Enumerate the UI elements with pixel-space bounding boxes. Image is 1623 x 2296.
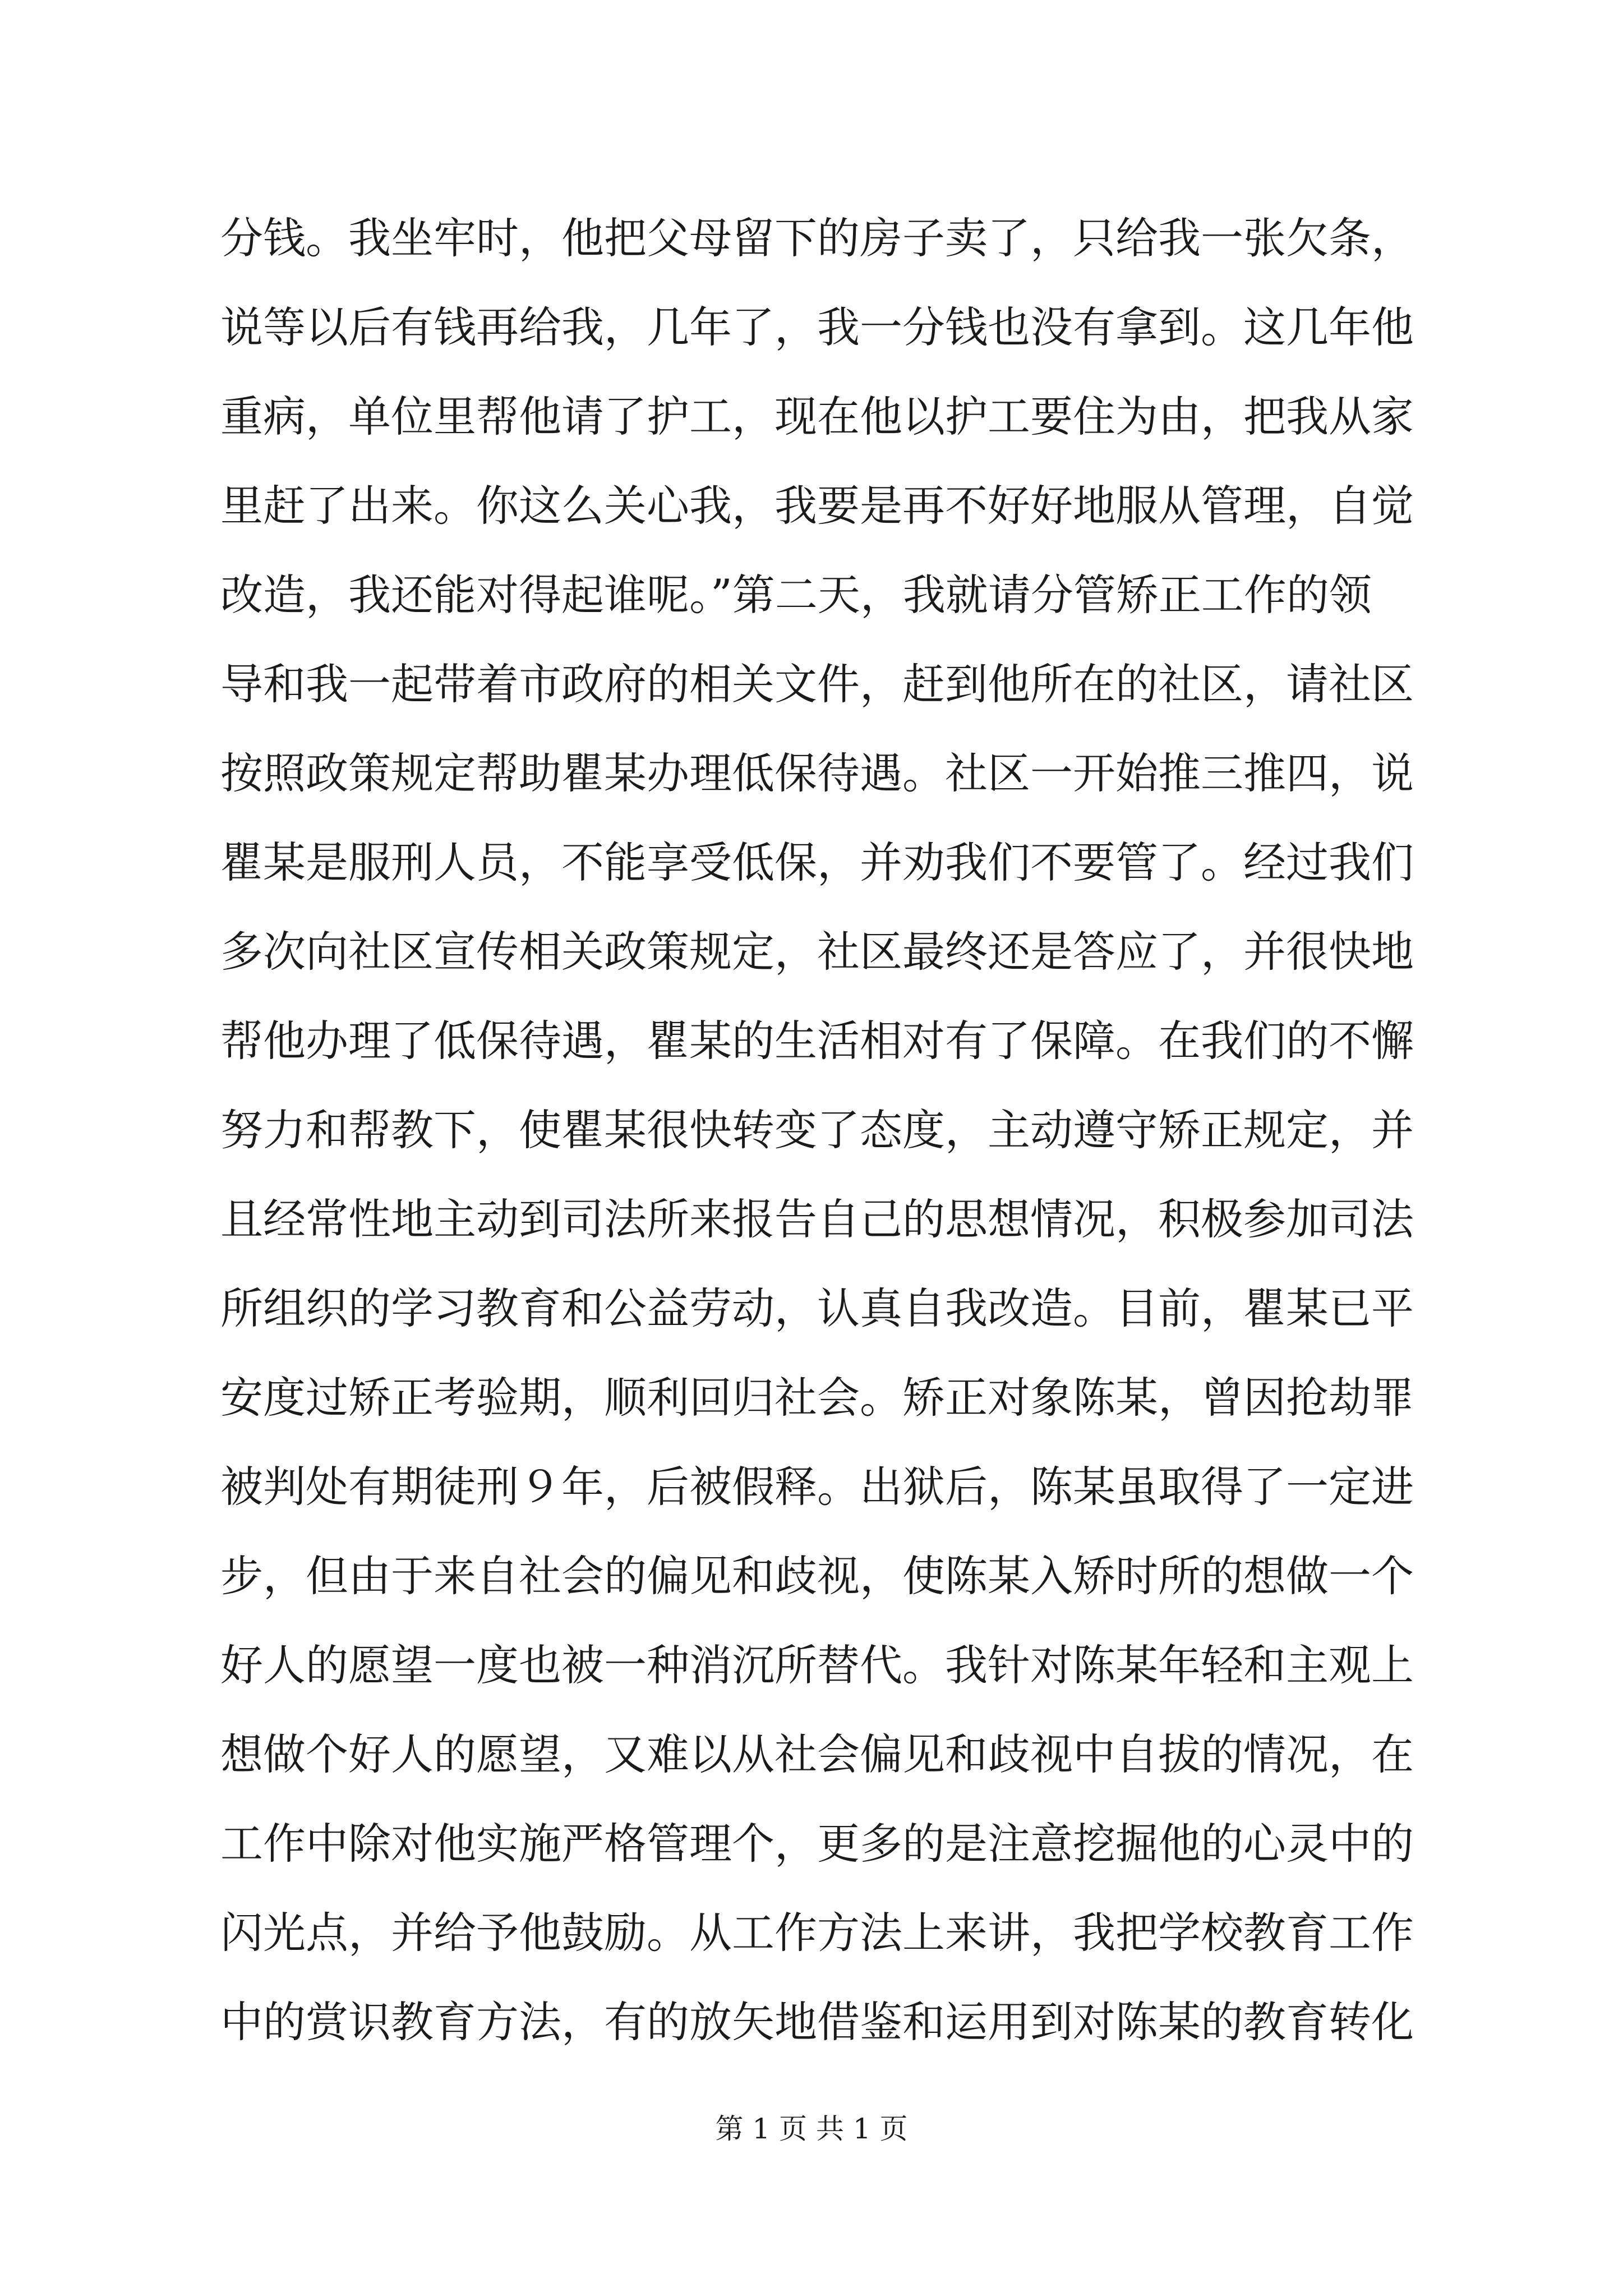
text-line: 多次向社区宣传相关政策规定，社区最终还是答应了，并很快地 <box>220 927 1414 977</box>
text-line: 按照政策规定帮助瞿某办理低保待遇。社区一开始推三推四，说 <box>220 748 1414 798</box>
text-line: 工作中除对他实施严格管理个，更多的是注意挖掘他的心灵中的 <box>220 1819 1414 1869</box>
text-line: 好人的愿望一度也被一种消沉所替代。我针对陈某年轻和主观上 <box>220 1640 1414 1690</box>
text-line: 所组织的学习教育和公益劳动，认真自我改造。目前，瞿某已平 <box>220 1283 1414 1333</box>
text-line: 中的赏识教育方法，有的放矢地借鉴和运用到对陈某的教育转化 <box>220 1997 1414 2047</box>
text-line: 想做个好人的愿望，又难以从社会偏见和歧视中自拔的情况，在 <box>220 1729 1414 1779</box>
text-line: 导和我一起带着市政府的相关文件，赶到他所在的社区，请社区 <box>220 659 1414 709</box>
text-line: 帮他办理了低保待遇，瞿某的生活相对有了保障。在我们的不懈 <box>220 1016 1414 1066</box>
text-line: 安度过矫正考验期，顺利回归社会。矫正对象陈某，曾因抢劫罪 <box>220 1373 1414 1423</box>
text-line: 说等以后有钱再给我，几年了，我一分钱也没有拿到。这几年他 <box>220 302 1414 352</box>
text-line: 里赶了出来。你这么关心我，我要是再不好好地服从管理，自觉 <box>220 481 1414 531</box>
text-line: 闪光点，并给予他鼓励。从工作方法上来讲，我把学校教育工作 <box>220 1908 1414 1958</box>
text-line: 被判处有期徒刑９年，后被假释。出狱后，陈某虽取得了一定进 <box>220 1462 1414 1512</box>
text-line: 步，但由于来自社会的偏见和歧视，使陈某入矫时所的想做一个 <box>220 1551 1414 1601</box>
text-line: 分钱。我坐牢时，他把父母留下的房子卖了，只给我一张欠条， <box>220 213 1414 263</box>
text-line: 瞿某是服刑人员，不能享受低保，并劝我们不要管了。经过我们 <box>220 838 1414 887</box>
page-footer: 第 1 页 共 1 页 <box>715 2113 908 2145</box>
text-line: 改造，我还能对得起谁呢。”第二天，我就请分管矫正工作的领 <box>220 570 1372 620</box>
text-line: 重病，单位里帮他请了护工，现在他以护工要住为由，把我从家 <box>220 392 1414 441</box>
text-line: 努力和帮教下，使瞿某很快转变了态度，主动遵守矫正规定，并 <box>220 1105 1414 1155</box>
text-line: 且经常性地主动到司法所来报告自己的思想情况，积极参加司法 <box>220 1194 1414 1244</box>
